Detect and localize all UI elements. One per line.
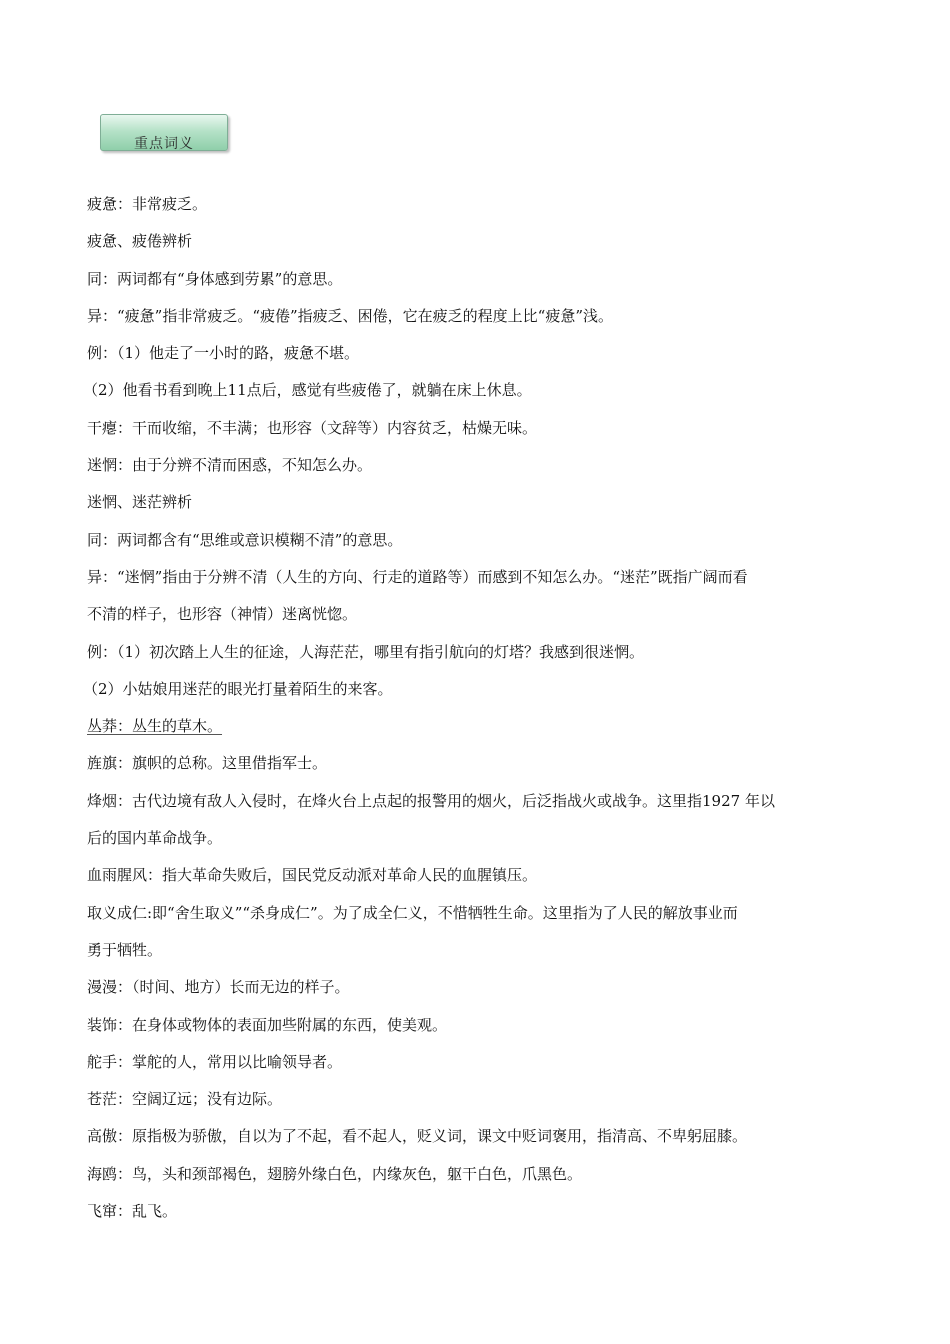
text-line: 疲惫、疲倦辨析 (87, 232, 193, 251)
text-line: 烽烟：古代边境有敌人入侵时，在烽火台上点起的报警用的烟火，后泛指战火或战争。这里指1927 年以 (87, 791, 775, 810)
text-line: 装饰：在身体或物体的表面加些附属的东西，使美观。 (87, 1015, 448, 1034)
text-line: 同：两词都含有“思维或意识模糊不清”的意思。 (87, 530, 403, 549)
vocabulary-list (83, 186, 867, 1230)
text-line: 迷惘、迷茫辨析 (87, 493, 193, 512)
text-line: 飞窜：乱飞。 (87, 1202, 178, 1221)
text-line: 血雨腥风：指大革命失败后，国民党反动派对革命人民的血腥镇压。 (87, 866, 538, 885)
text-line: （2）小姑娘用迷茫的眼光打量着陌生的来客。 (83, 679, 393, 698)
text-line: 舵手：掌舵的人，常用以比喻领导者。 (87, 1052, 343, 1071)
text-line: 漫漫：（时间、地方）长而无边的样子。 (87, 978, 350, 997)
text-line: 苍茫：空阔辽远；没有边际。 (87, 1090, 283, 1109)
text-line: 海鸥：鸟，头和颈部褐色，翅膀外缘白色，内缘灰色，躯干白色，爪黑色。 (87, 1164, 583, 1183)
text-line: 干瘪：干而收缩，不丰满；也形容（文辞等）内容贫乏，枯燥无味。 (87, 418, 538, 437)
text-line: 异：“迷惘”指由于分辨不清（人生的方向、行走的道路等）而感到不知怎么办。“迷茫”既指广阔而看 (87, 567, 748, 586)
text-line: 丛莽：丛生的草木。 (87, 717, 223, 736)
text-line: 异：“疲惫”指非常疲乏。“疲倦”指疲乏、困倦，它在疲乏的程度上比“疲惫”浅。 (87, 306, 614, 325)
text-line: 后的国内革命战争。 (87, 829, 223, 848)
text-line: 勇于牺牲。 (87, 940, 163, 959)
text-line: 旌旗：旗帜的总称。这里借指军士。 (87, 754, 328, 773)
text-line: 不清的样子，也形容（神情）迷离恍惚。 (87, 605, 358, 624)
text-line: 高傲：原指极为骄傲，自以为了不起，看不起人，贬义词，课文中贬词褒用，指清高、不卑躬屈膝。 (87, 1127, 748, 1146)
text-line: 例：（1）初次踏上人生的征途，人海茫茫，哪里有指引航向的灯塔？我感到很迷惘。 (87, 642, 645, 661)
text-line: 例：（1）他走了一小时的路，疲惫不堪。 (87, 344, 360, 363)
section-badge-label: 重点词义 (134, 136, 194, 151)
text-line: （2）他看书看到晚上11点后，感觉有些疲倦了，就躺在床上休息。 (83, 381, 532, 400)
text-line: 同：两词都有“身体感到劳累”的意思。 (87, 269, 343, 288)
text-line: 迷惘：由于分辨不清而困惑，不知怎么办。 (87, 456, 373, 475)
section-badge (100, 114, 228, 151)
text-line: 取义成仁:即“舍生取义”“杀身成仁”。为了成全仁义，不惜牺牲生命。这里指为了人民的解放事业而 (87, 903, 738, 922)
text-line: 疲惫：非常疲乏。 (87, 195, 208, 213)
